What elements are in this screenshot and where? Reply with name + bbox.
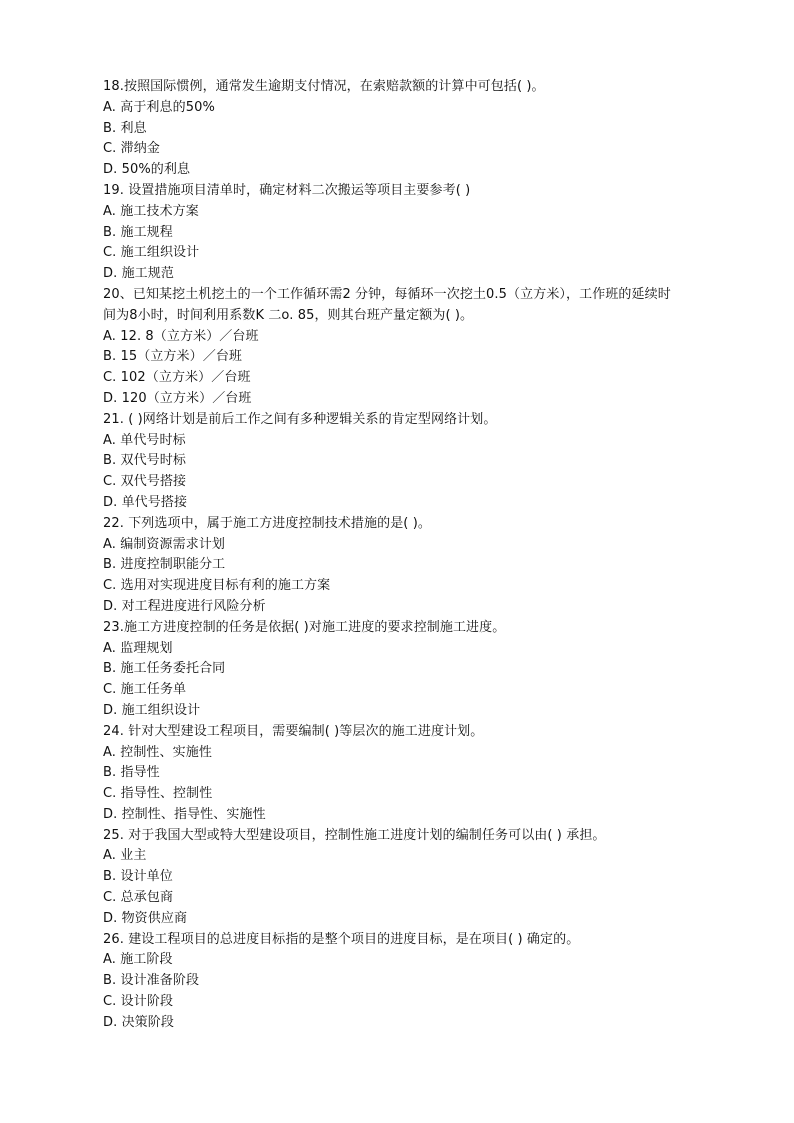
- option-b: B. 进度控制职能分工: [103, 557, 226, 573]
- option-a: A. 高于利息的50%: [103, 99, 215, 115]
- option-b: B. 施工规程: [103, 224, 173, 240]
- option-b: B. 指导性: [103, 765, 160, 781]
- question-stem-line-2: 间为8小时，时间利用系数K 二o. 85，则其台班产量定额为( )。: [103, 307, 474, 323]
- option-d: D. 施工规范: [103, 266, 174, 282]
- question-stem: 18.按照国际惯例，通常发生逾期支付情况，在索赔款额的计算中可包括( )。: [103, 79, 545, 94]
- question-stem-line-1: 20、已知某挖土机挖土的一个工作循环需2 分钟，每循环一次挖土0.5（立方米），工作班的延续时: [103, 286, 671, 302]
- option-c: C. 施工组织设计: [103, 245, 200, 261]
- option-a: A. 施工阶段: [103, 952, 173, 968]
- option-d: D. 50%的利息: [103, 162, 191, 178]
- option-b: B. 双代号时标: [103, 453, 186, 469]
- question-22: [103, 514, 723, 618]
- option-b: B. 设计准备阶段: [103, 973, 200, 989]
- option-d: D. 单代号搭接: [103, 494, 188, 510]
- option-b: B. 施工任务委托合同: [103, 661, 226, 677]
- option-a: A. 施工技术方案: [103, 203, 199, 219]
- option-d: D. 物资供应商: [103, 910, 188, 926]
- question-stem: 25. 对于我国大型或特大型建设项目，控制性施工进度计划的编制任务可以由( ) 承担。: [103, 827, 606, 843]
- option-a: A. 单代号时标: [103, 432, 186, 448]
- question-stem: 19. 设置措施项目清单时，确定材料二次搬运等项目主要参考( ): [103, 182, 471, 198]
- option-c: C. 总承包商: [103, 890, 174, 906]
- option-a: A. 控制性、实施性: [103, 744, 212, 760]
- question-20: [103, 285, 723, 410]
- question-26: [103, 930, 723, 1034]
- option-a: A. 业主: [103, 848, 147, 864]
- document-page: [103, 77, 723, 1034]
- question-stem: 21. ( )网络计划是前后工作之间有多种逻辑关系的肯定型网络计划。: [103, 411, 497, 427]
- option-d: D. 施工组织设计: [103, 702, 201, 718]
- question-18: [103, 77, 723, 181]
- option-a: A. 监理规划: [103, 640, 173, 656]
- option-c: C. 滞纳金: [103, 141, 160, 157]
- question-24: [103, 722, 723, 826]
- question-stem: 26. 建设工程项目的总进度目标指的是整个项目的进度目标，是在项目( ) 确定的。: [103, 931, 580, 947]
- option-d: D. 决策阶段: [103, 1014, 174, 1030]
- question-stem: 24. 针对大型建设工程项目，需要编制( )等层次的施工进度计划。: [103, 723, 484, 739]
- option-c: C. 选用对实现进度目标有利的施工方案: [103, 578, 331, 594]
- option-c: C. 指导性、控制性: [103, 786, 213, 802]
- option-c: C. 设计阶段: [103, 994, 174, 1010]
- option-d: D. 120（立方米）／台班: [103, 390, 252, 406]
- option-d: D. 对工程进度进行风险分析: [103, 598, 266, 614]
- option-c: C. 102（立方米）／台班: [103, 370, 251, 386]
- option-c: C. 双代号搭接: [103, 474, 187, 490]
- question-stem: 22. 下列选项中，属于施工方进度控制技术措施的是( )。: [103, 515, 431, 531]
- option-b: B. 15（立方米）／台班: [103, 349, 243, 365]
- question-19: [103, 181, 723, 285]
- question-stem: 23.施工方进度控制的任务是依据( )对施工进度的要求控制施工进度。: [103, 619, 506, 635]
- option-b: B. 利息: [103, 120, 147, 136]
- option-c: C. 施工任务单: [103, 682, 187, 698]
- option-d: D. 控制性、指导性、实施性: [103, 806, 266, 822]
- option-a: A. 12. 8（立方米）／台班: [103, 328, 259, 344]
- option-b: B. 设计单位: [103, 869, 173, 885]
- question-23: [103, 618, 723, 722]
- option-a: A. 编制资源需求计划: [103, 536, 226, 552]
- question-25: [103, 826, 723, 930]
- question-21: [103, 410, 723, 514]
